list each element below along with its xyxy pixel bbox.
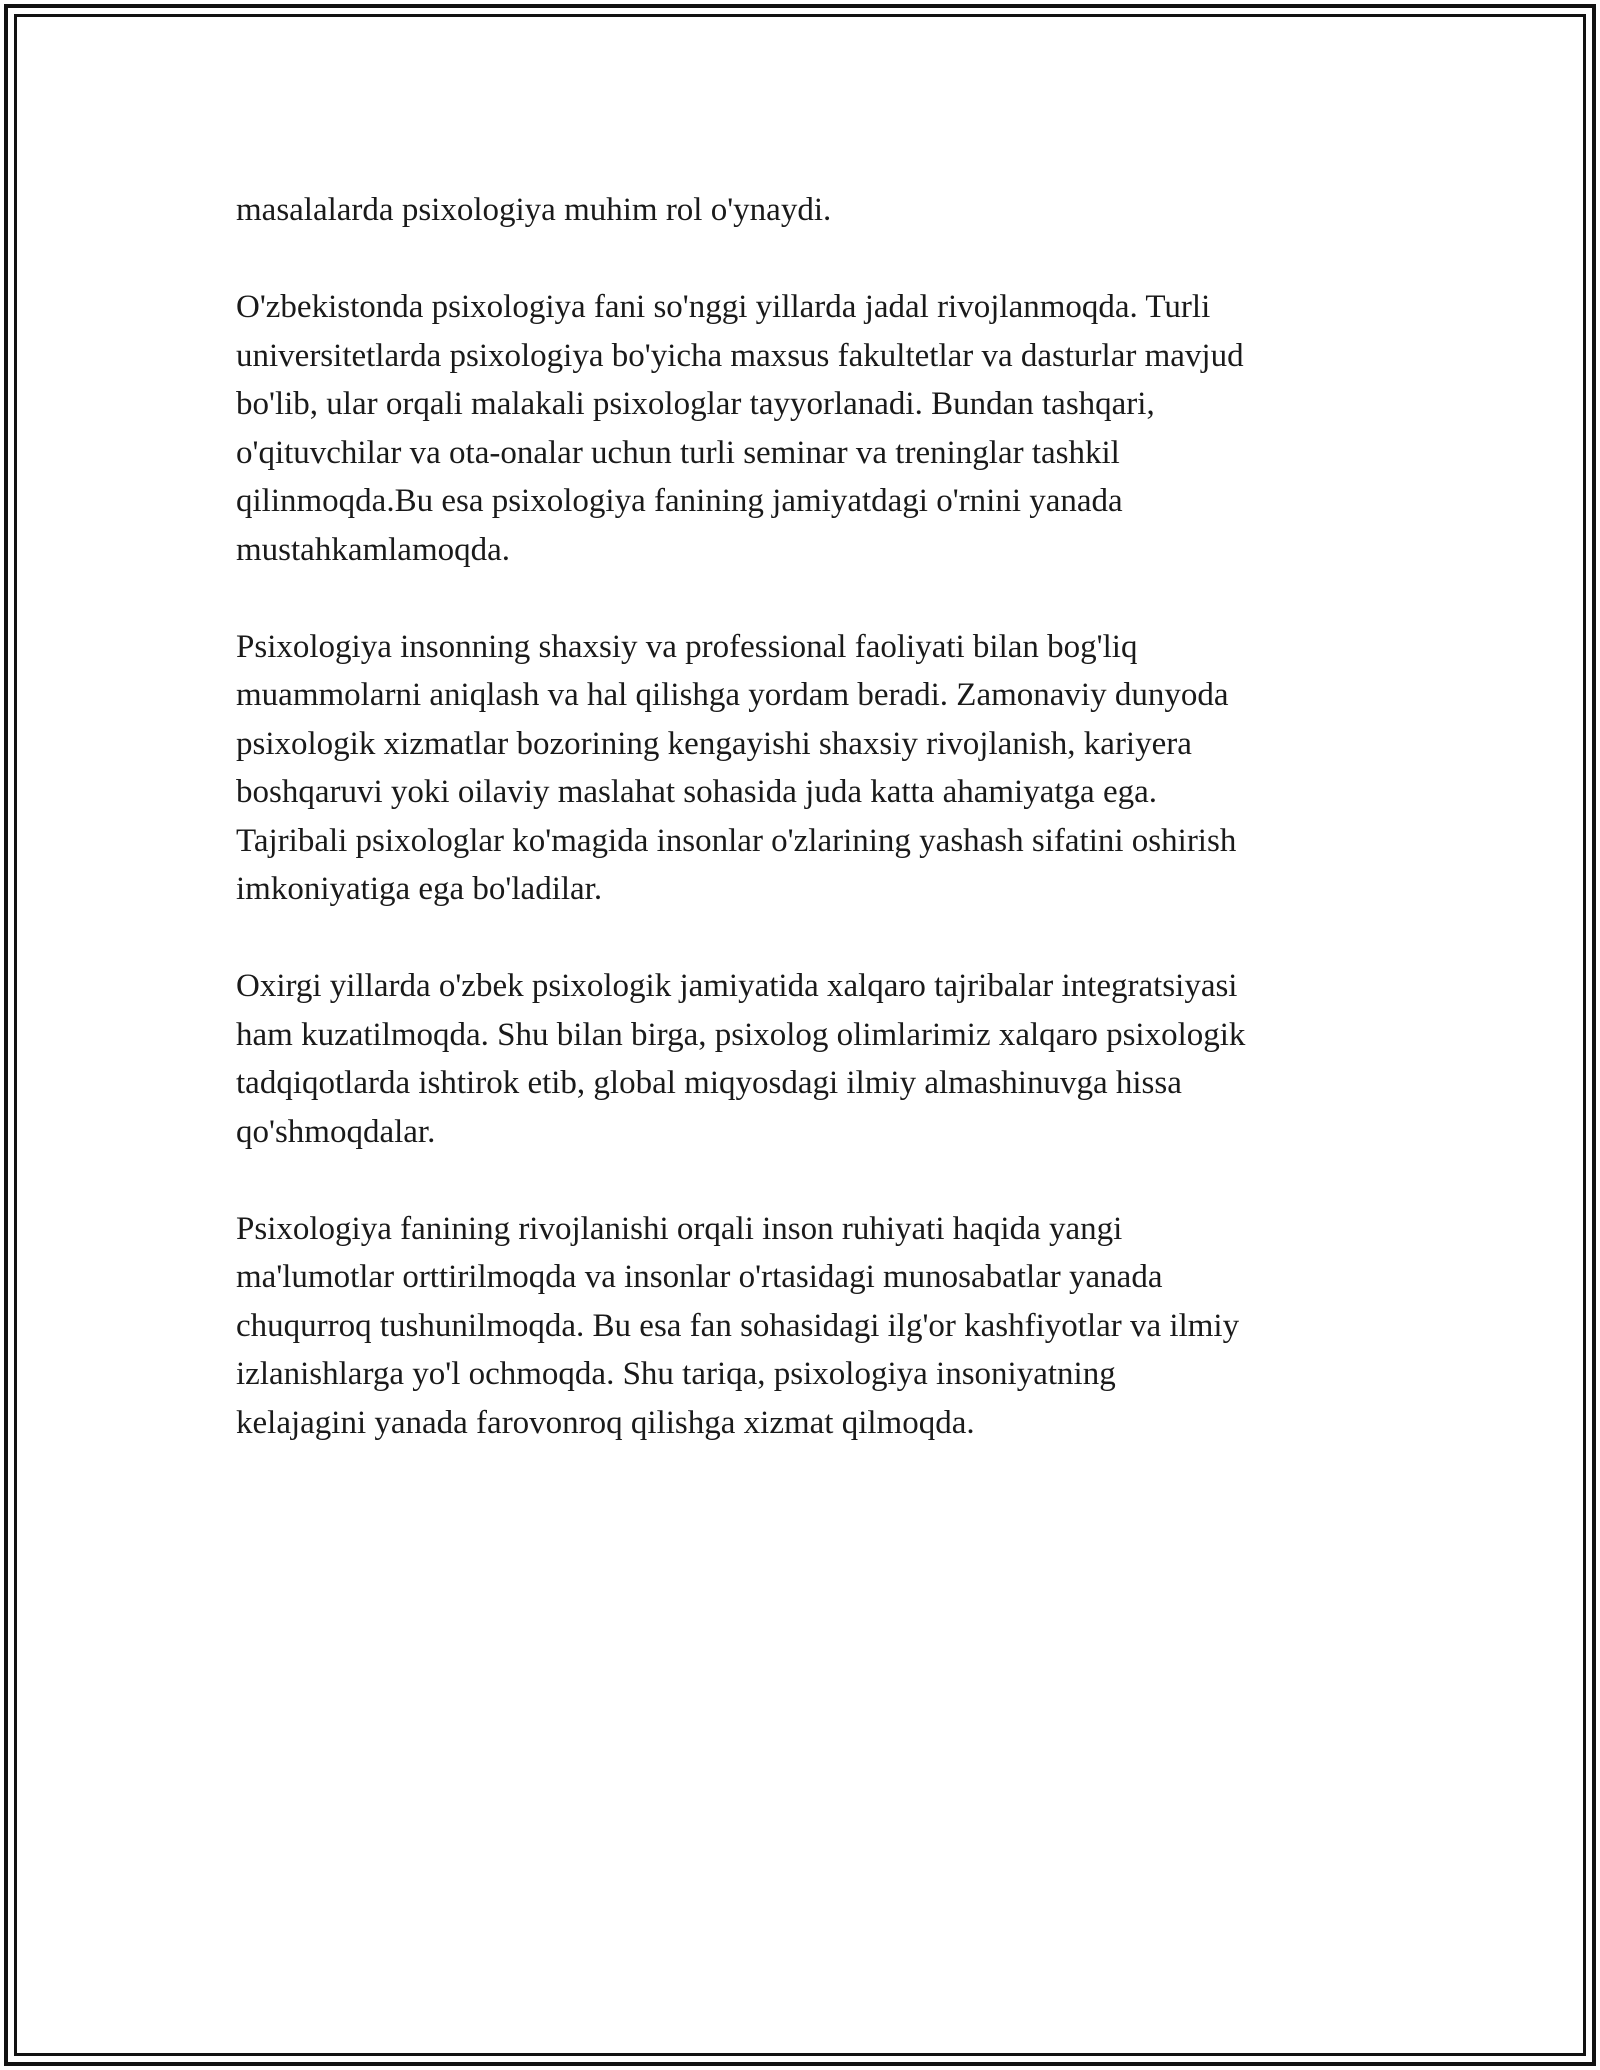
paragraph-2: O'zbekistonda psixologiya fani so'nggi yillarda jadal rivojlanmoqda. Turli universitetlarda psixologiya bo'yicha maxsus fakultetlar va dasturlar mavjud bo'lib, ular orqali malakali psixologlar tayyorlanadi. Bundan tashqari, o'qituvchilar va ota-onalar uchun turli seminar va treninglar tashkil qilinmoqda.Bu esa psixologiya fanining jamiyatdagi o'rnini yanada mustahkamlamoqda. (236, 289, 1244, 568)
document-body (236, 186, 1366, 1496)
paragraph-4: Oxirgi yillarda o'zbek psixologik jamiyatida xalqaro tajribalar integratsiyasi ham kuzatilmoqda. Shu bilan birga, psixolog olimlarimiz xalqaro psixologik tadqiqotlarda ishtirok etib, global miqyosdagi ilmiy almashinuvga hissa qo'shmoqdalar. (236, 968, 1246, 1150)
paragraph-5: Psixologiya fanining rivojlanishi orqali inson ruhiyati haqida yangi ma'lumotlar orttirilmoqda va insonlar o'rtasidagi munosabatlar yanada chuqurroq tushunilmoqda. Bu esa fan sohasidagi ilg'or kashfiyotlar va ilmiy izlanishlarga yo'l ochmoqda. Shu tariqa, psixologiya insoniyatning kelajagini yanada farovonroq qilishga xizmat qilmoqda. (236, 1210, 1240, 1441)
paragraph-3: Psixologiya insonning shaxsiy va professional faoliyati bilan bog'liq muammolarni aniqlash va hal qilishga yordam beradi. Zamonaviy dunyoda psixologik xizmatlar bozorining kengayishi shaxsiy rivojlanish, kariyera boshqaruvi yoki oilaviy maslahat sohasida juda katta ahamiyatga ega. Tajribali psixologlar ko'magida insonlar o'zlarining yashash sifatini oshirish imkoniyatiga ega bo'ladilar. (236, 628, 1237, 907)
paragraph-1: masalalarda psixologiya muhim rol o'ynaydi. (236, 192, 832, 228)
